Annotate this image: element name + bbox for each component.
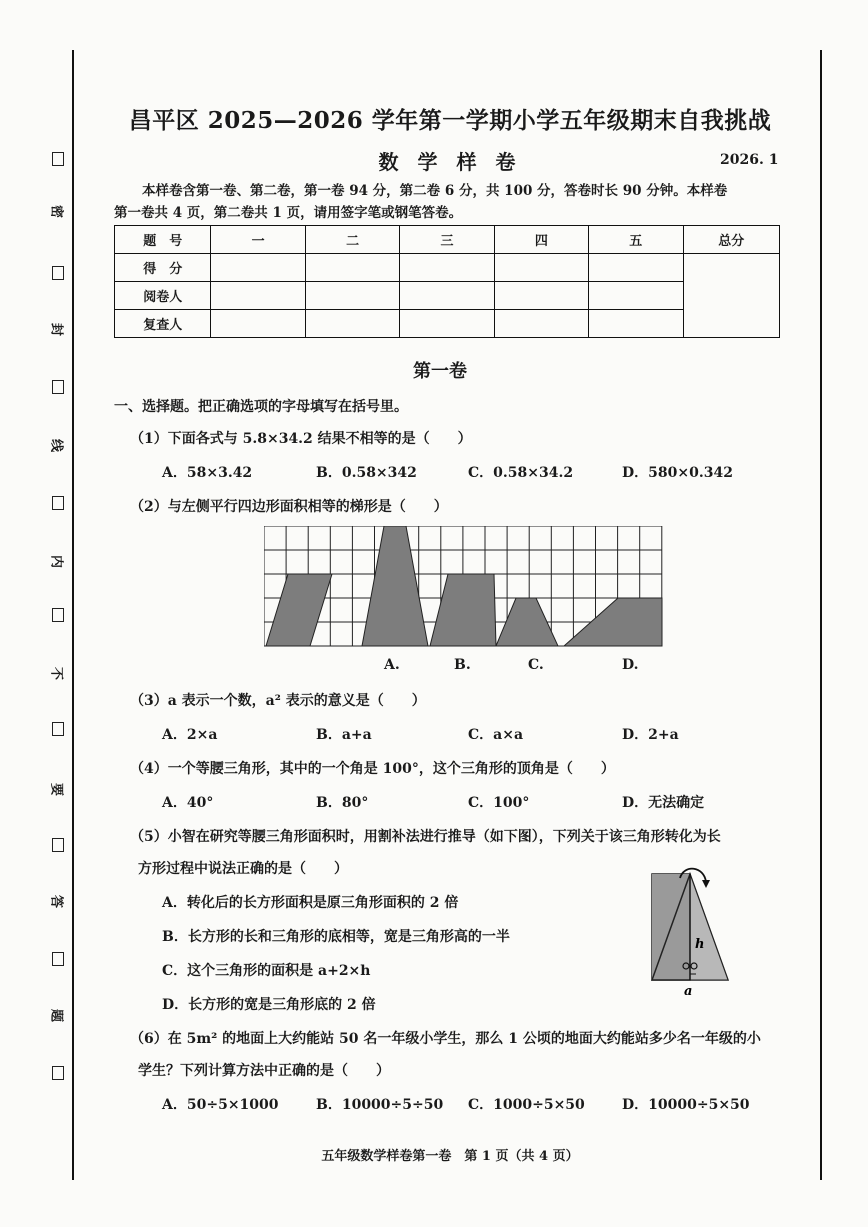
score-table-header-row [115, 226, 780, 254]
score-cell[interactable] [211, 254, 305, 282]
question-5-option-c: C．这个三角形的面积是 a+2×h [162, 963, 371, 979]
score-table [114, 225, 780, 338]
binding-box [52, 152, 64, 166]
question-5-option-a: A．转化后的长方形面积是原三角形面积的 2 倍 [162, 895, 459, 911]
question-2-label-c: C. [528, 657, 544, 673]
question-6-option-a: A．50÷5×1000 [162, 1097, 279, 1113]
binding-mark: 答 [48, 894, 64, 908]
score-cell[interactable] [305, 254, 399, 282]
score-cell[interactable] [589, 254, 683, 282]
question-3-option-c: C．a×a [468, 727, 524, 743]
binding-box [52, 380, 64, 394]
binding-mark: 不 [48, 666, 64, 680]
binding-mark: 密 [48, 204, 64, 218]
score-table-header: 二 [305, 226, 399, 254]
question-4-option-a: A．40° [162, 795, 214, 811]
question-3-stem: （3）a 表示一个数，a² 表示的意义是（ ） [130, 693, 426, 709]
score-table-row [115, 310, 780, 338]
binding-box [52, 952, 64, 966]
question-6-option-c: C．1000÷5×50 [468, 1097, 585, 1113]
score-cell[interactable] [400, 254, 494, 282]
question-5-triangle-figure [640, 862, 740, 998]
score-cell[interactable] [400, 282, 494, 310]
base-label: a [684, 984, 693, 998]
question-1-option-a: A．58×3.42 [162, 465, 253, 481]
question-2-grid-figure [264, 526, 664, 648]
question-3-option-a: A．2×a [162, 727, 218, 743]
question-2-stem: （2）与左侧平行四边形面积相等的梯形是（ ） [130, 499, 448, 515]
page-footer: 五年级数学样卷第一卷 第 1 页（共 4 页） [321, 1149, 579, 1164]
score-cell[interactable] [589, 282, 683, 310]
question-2-label-a: A. [384, 657, 400, 673]
question-3-option-b: B．a+a [316, 727, 372, 743]
question-1-option-b: B．0.58×342 [316, 465, 417, 481]
parallelogram-shape [266, 574, 332, 646]
binding-box [52, 1066, 64, 1080]
question-2-label-d: D. [622, 657, 639, 673]
binding-mark: 题 [48, 1008, 64, 1022]
score-table-row [115, 254, 780, 282]
binding-box [52, 838, 64, 852]
binding-mark: 封 [48, 322, 64, 336]
score-cell[interactable] [494, 282, 588, 310]
question-3-option-d: D．2+a [622, 727, 679, 743]
exam-title: 昌平区 2025—2026 学年第一学期小学五年级期末自我挑战 [128, 107, 772, 134]
score-table-header: 五 [589, 226, 683, 254]
binding-box [52, 266, 64, 280]
exam-date: 2026. 1 [720, 152, 779, 168]
score-table-row-label: 阅卷人 [115, 282, 211, 310]
score-table-header: 三 [400, 226, 494, 254]
binding-box [52, 496, 64, 510]
question-6-stem-line-2: 学生？下列计算方法中正确的是（ ） [138, 1063, 390, 1079]
score-cell[interactable] [494, 310, 588, 338]
question-5-stem-line-2: 方形过程中说法正确的是（ ） [138, 861, 348, 877]
binding-mark: 内 [48, 554, 64, 568]
score-table-header: 四 [494, 226, 588, 254]
right-margin-line [820, 50, 822, 1180]
score-table-row-label: 复查人 [115, 310, 211, 338]
question-1-option-c: C．0.58×34.2 [468, 465, 574, 481]
exam-subtitle: 数 学 样 卷 [378, 150, 522, 174]
score-cell[interactable] [589, 310, 683, 338]
binding-box [52, 722, 64, 736]
score-cell[interactable] [400, 310, 494, 338]
score-cell[interactable] [211, 282, 305, 310]
question-1-stem: （1）下面各式与 5.8×34.2 结果不相等的是（ ） [130, 431, 472, 447]
part-title: 一、选择题。把正确选项的字母填写在括号里。 [114, 399, 408, 415]
trapezoid-b-shape [430, 574, 496, 646]
question-5-stem-line-1: （5）小智在研究等腰三角形面积时，用割补法进行推导（如下图），下列关于该三角形转化为长 [130, 829, 721, 845]
score-cell[interactable] [305, 282, 399, 310]
question-5-option-d: D．长方形的宽是三角形底的 2 倍 [162, 997, 376, 1013]
arrow-head-icon [702, 880, 710, 888]
height-label: h [695, 937, 705, 952]
question-6-stem-line-1: （6）在 5m² 的地面上大约能站 50 名一年级小学生，那么 1 公顷的地面大约能站多少名一年级的小 [130, 1031, 761, 1047]
trapezoid-a-shape [362, 526, 428, 646]
binding-mark: 线 [48, 438, 64, 452]
binding-strip [44, 140, 72, 1100]
question-4-option-c: C．100° [468, 795, 530, 811]
left-margin-line [72, 50, 74, 1180]
binding-mark: 要 [48, 782, 64, 796]
score-table-row-label: 得 分 [115, 254, 211, 282]
score-cell[interactable] [211, 310, 305, 338]
question-4-stem: （4）一个等腰三角形，其中的一个角是 100°，这个三角形的顶角是（ ） [130, 761, 615, 777]
question-6-option-b: B．10000÷5÷50 [316, 1097, 444, 1113]
score-table-row [115, 282, 780, 310]
binding-box [52, 608, 64, 622]
score-table-header: 一 [211, 226, 305, 254]
score-cell[interactable] [305, 310, 399, 338]
question-1-option-d: D．580×0.342 [622, 465, 733, 481]
question-6-option-d: D．10000÷5×50 [622, 1097, 750, 1113]
instructions-line-2: 第一卷共 4 页，第二卷共 1 页，请用签字笔或钢笔答卷。 [114, 205, 463, 221]
score-cell[interactable] [494, 254, 588, 282]
total-score-cell[interactable] [683, 254, 779, 338]
question-4-option-d: D．无法确定 [622, 795, 705, 811]
question-2-label-b: B. [454, 657, 471, 673]
question-4-option-b: B．80° [316, 795, 369, 811]
score-table-header: 题 号 [115, 226, 211, 254]
question-5-option-b: B．长方形的长和三角形的底相等，宽是三角形高的一半 [162, 929, 510, 945]
instructions-line-1: 本样卷含第一卷、第二卷，第一卷 94 分，第二卷 6 分，共 100 分，答卷时长 90 分钟。本样卷 [142, 183, 728, 199]
score-table-header: 总分 [683, 226, 779, 254]
section-title: 第一卷 [413, 361, 467, 382]
